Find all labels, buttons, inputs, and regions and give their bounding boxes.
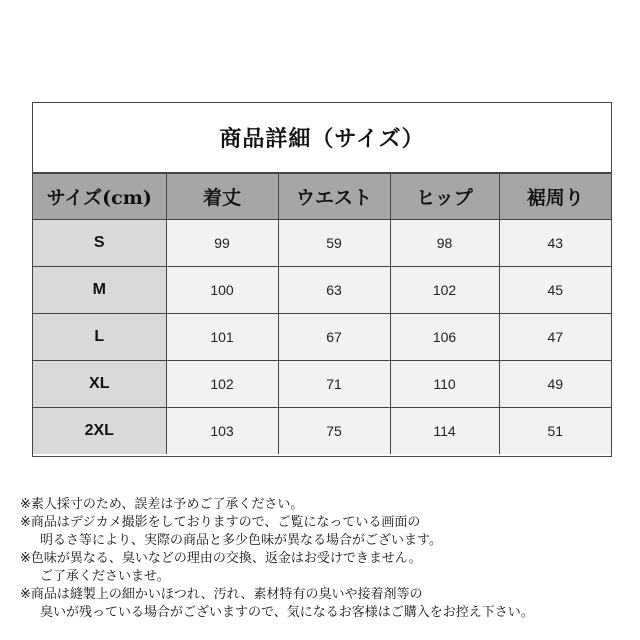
header-size: サイズ(cm)	[33, 174, 166, 220]
hem-value: 43	[499, 220, 611, 267]
size-table	[33, 173, 611, 454]
hip-value: 114	[390, 408, 499, 455]
header-waist: ウエスト	[278, 174, 390, 220]
size-label: S	[33, 220, 166, 267]
size-chart-title: 商品詳細（サイズ）	[33, 103, 611, 173]
waist-value: 59	[278, 220, 390, 267]
length-value: 100	[166, 267, 278, 314]
length-value: 101	[166, 314, 278, 361]
size-label: 2XL	[33, 408, 166, 455]
waist-value: 75	[278, 408, 390, 455]
size-label: L	[33, 314, 166, 361]
waist-value: 71	[278, 361, 390, 408]
waist-value: 67	[278, 314, 390, 361]
waist-value: 63	[278, 267, 390, 314]
note-line: ※色味が異なる、臭いなどの理由の交換、返金はお受けできません。	[20, 551, 422, 566]
hem-value: 45	[499, 267, 611, 314]
note-line: 明るさ等により、実際の商品と多少色味が異なる場合がございます。	[40, 533, 442, 548]
hem-value: 47	[499, 314, 611, 361]
header-hem: 裾周り	[499, 174, 611, 220]
note-line: ※素人採寸のため、誤差は予めご了承ください。	[20, 497, 304, 512]
hip-value: 106	[390, 314, 499, 361]
table-row	[33, 220, 611, 267]
note-line: ※商品はデジカメ撮影をしておりますので、ご覧になっている画面の	[20, 515, 421, 530]
hem-value: 51	[499, 408, 611, 455]
table-row	[33, 408, 611, 455]
note-line: ご了承くださいませ。	[40, 569, 170, 584]
length-value: 102	[166, 361, 278, 408]
note-line: ※商品は縫製上の細かいほつれ、汚れ、素材特有の臭いや接着剤等の	[20, 587, 423, 602]
table-row	[33, 314, 611, 361]
size-label: XL	[33, 361, 166, 408]
table-row	[33, 361, 611, 408]
size-label: M	[33, 267, 166, 314]
header-row	[33, 174, 611, 220]
hem-value: 49	[499, 361, 611, 408]
hip-value: 102	[390, 267, 499, 314]
length-value: 99	[166, 220, 278, 267]
size-chart-card	[32, 102, 612, 457]
header-length: 着丈	[166, 174, 278, 220]
table-row	[33, 267, 611, 314]
hip-value: 110	[390, 361, 499, 408]
note-line: 臭いが残っている場合がございますので、気になるお客様はご購入をお控え下さい。	[40, 605, 534, 620]
hip-value: 98	[390, 220, 499, 267]
notes-section	[20, 496, 630, 622]
header-hip: ヒップ	[390, 174, 499, 220]
length-value: 103	[166, 408, 278, 455]
